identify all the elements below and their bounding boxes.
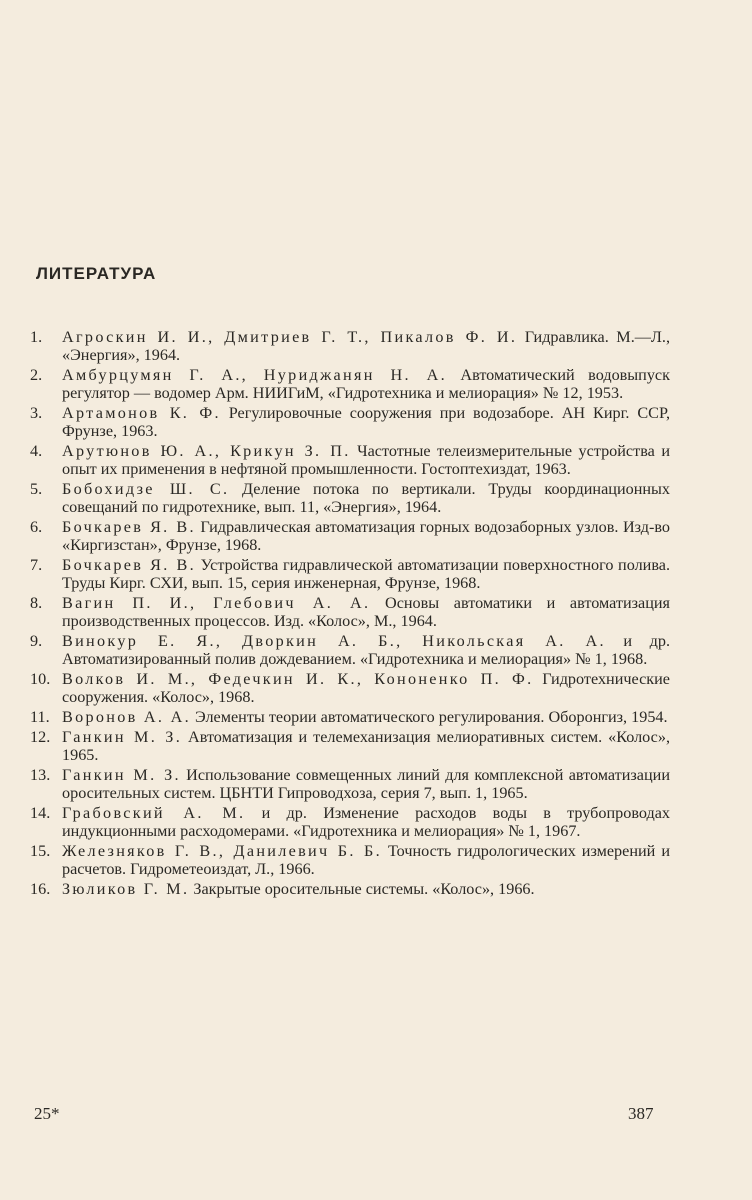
reference-item (30, 556, 670, 592)
reference-text: Гидравлическая автоматизация горных водозаборных узлов. Изд-во «Киргизстан», Фрунзе, 1968. (62, 518, 670, 554)
reference-text: Точность гидрологических измерений и расчетов. Гидрометеоиздат, Л., 1966. (62, 842, 670, 878)
reference-number: 1. (30, 328, 43, 346)
reference-number: 10. (30, 670, 51, 688)
reference-number: 7. (30, 556, 43, 574)
reference-authors: Арутюнов Ю. А., Крикун З. П. (62, 442, 351, 460)
reference-item (30, 670, 670, 706)
reference-number: 4. (30, 442, 43, 460)
reference-text: Основы автоматики и автоматизация производственных процессов. Изд. «Колос», М., 1964. (62, 594, 670, 630)
reference-item (30, 480, 670, 516)
reference-number: 9. (30, 632, 43, 650)
reference-item (30, 518, 670, 554)
reference-item (30, 594, 670, 630)
reference-authors: Артамонов К. Ф. (62, 404, 221, 422)
reference-item (30, 366, 670, 402)
reference-item (30, 880, 670, 898)
page-number: 387 (628, 1104, 654, 1123)
reference-text: и др. Автоматизированный полив дождеванием. «Гидротехника и мелиорация» № 1, 1968. (62, 632, 670, 668)
reference-number: 15. (30, 842, 51, 860)
reference-item (30, 404, 670, 440)
reference-authors: Амбурцумян Г. А., Нуриджанян Н. А. (62, 366, 447, 384)
reference-item (30, 632, 670, 668)
reference-number: 13. (30, 766, 51, 784)
reference-text: Закрытые оросительные системы. «Колос», 1966. (189, 880, 535, 898)
reference-authors: Агроскин И. И., Дмитриев Г. Т., Пикалов Ф. И. (62, 328, 518, 346)
reference-item (30, 442, 670, 478)
reference-text: и др. Изменение расходов воды в трубопроводах индукционными расходомерами. «Гидротехника и мелиорация» № 1, 1967. (62, 804, 670, 840)
reference-item (30, 804, 670, 840)
reference-item (30, 842, 670, 878)
reference-authors: Вагин П. И., Глебович А. А. (62, 594, 371, 612)
reference-number: 2. (30, 366, 43, 384)
reference-item (30, 766, 670, 802)
reference-text: Гидротехнические сооружения. «Колос», 1968. (62, 670, 670, 706)
reference-authors: Бочкарев Я. В. (62, 518, 196, 536)
reference-item (30, 728, 670, 764)
reference-authors: Бочкарев Я. В. (62, 556, 197, 574)
reference-text: Автоматический водовыпуск регулятор — водомер Арм. НИИГиМ, «Гидротехника и мелиорация» № 12, 1953. (62, 366, 670, 402)
reference-authors: Железняков Г. В., Данилевич Б. Б. (62, 842, 382, 860)
reference-text: Регулировочные сооружения при водозаборе. АН Кирг. ССР, Фрунзе, 1963. (62, 404, 670, 440)
reference-text: Использование совмещенных линий для комплексной автоматизации оросительных систем. ЦБНТИ Гипроводхоза, серия 7, вып. 1, 1965. (62, 766, 670, 802)
reference-item (30, 328, 670, 364)
reference-text: Устройства гидравлической автоматизации поверхностного полива. Труды Кирг. СХИ, вып. 15, серия инженерная, Фрунзе, 1968. (62, 556, 671, 592)
reference-list (30, 328, 670, 900)
signature-mark: 25* (34, 1104, 60, 1123)
reference-authors: Воронов А. А. (62, 708, 191, 726)
reference-number: 14. (30, 804, 51, 822)
section-heading: ЛИТЕРАТУРА (36, 264, 157, 283)
reference-number: 11. (30, 708, 50, 726)
reference-number: 6. (30, 518, 43, 536)
reference-text: Деление потока по вертикали. Труды координационных совещаний по гидротехнике, вып. 11, «Энергия», 1964. (62, 480, 670, 516)
reference-authors: Волков И. М., Федечкин И. К., Кононенко П. Ф. (62, 670, 534, 688)
reference-number: 8. (30, 594, 43, 612)
reference-authors: Грабовский А. М. (62, 804, 246, 822)
reference-text: Гидравлика. М.—Л., «Энергия», 1964. (62, 328, 670, 364)
reference-authors: Бобохидзе Ш. С. (62, 480, 230, 498)
reference-authors: Ганкин М. З. (62, 766, 181, 784)
reference-authors: Винокур Е. Я., Дворкин А. Б., Никольская А. А. (62, 632, 606, 650)
reference-text: Элементы теории автоматического регулирования. Оборонгиз, 1954. (190, 708, 668, 726)
reference-text: Автоматизация и телемеханизация мелиоративных систем. «Колос», 1965. (62, 728, 670, 764)
reference-authors: Ганкин М. З. (62, 728, 183, 746)
reference-item (30, 708, 670, 726)
reference-number: 16. (30, 880, 51, 898)
reference-number: 5. (30, 480, 43, 498)
reference-number: 12. (30, 728, 51, 746)
reference-authors: Зюликов Г. М. (62, 880, 190, 898)
reference-text: Частотные телеизмерительные устройства и опыт их применения в нефтяной промышленности. Гостоптехиздат, 1963. (62, 442, 670, 478)
reference-number: 3. (30, 404, 43, 422)
